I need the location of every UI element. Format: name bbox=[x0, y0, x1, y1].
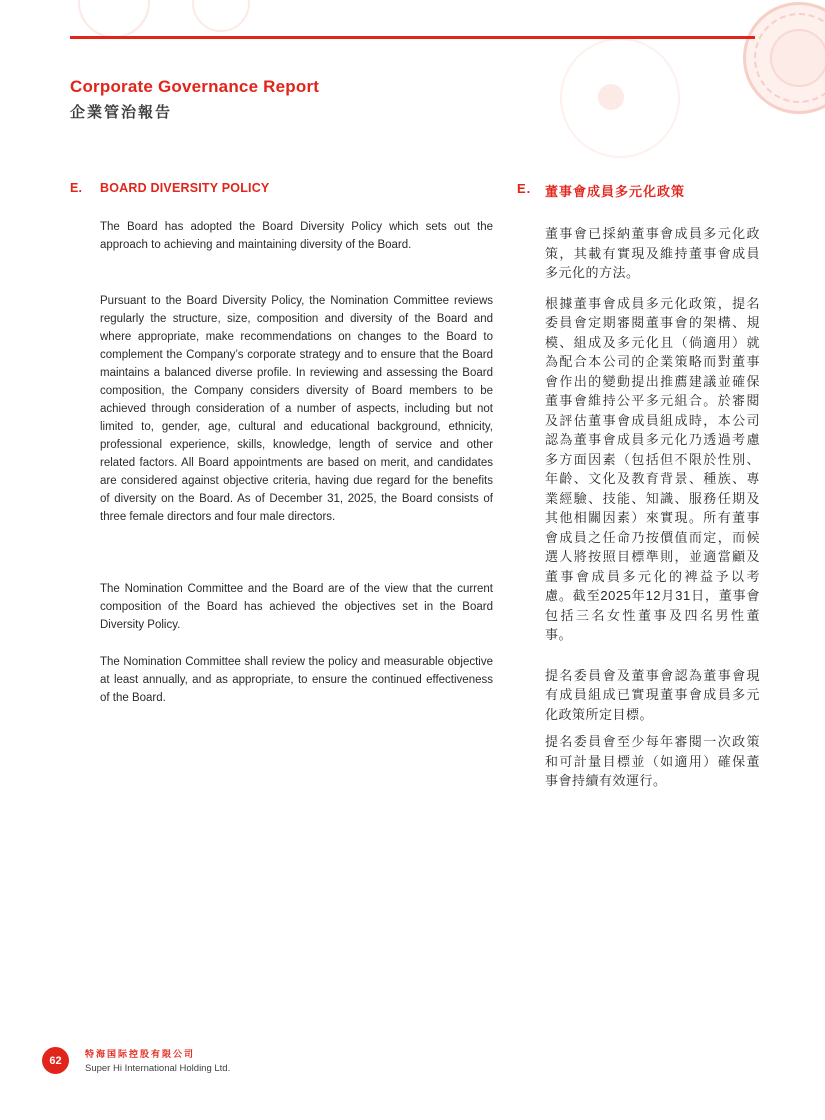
page-title: Corporate Governance Report bbox=[70, 77, 320, 96]
decorative-plate-watermark bbox=[743, 2, 825, 114]
header-rule bbox=[70, 36, 755, 39]
paragraph-zh-2: 根據董事會成員多元化政策，提名委員會定期審閱董事會的架構、規模、組成及多元化且（倘適用）就為配合本公司的企業策略而對董事會作出的變動提出推薦建議並確保董事會維持公平多元組合。於審閱及評估董事會成員組成時，本公司認為董事會成員多元化乃透過考慮多方面因素（包括但不限於性別、年齡、文化及教育背景、種族、專業經驗、技能、知識、服務任期及其他相關因素）來實現。所有董事會成員之任命乃按價值而定，而候選人將按照目標準則，並適當顧及董事會成員多元化的裨益予以考慮。截至2025年12月31日，董事會包括三名女性董事及四名男性董事。 bbox=[545, 295, 760, 642]
chinese-column bbox=[517, 181, 760, 791]
decorative-circle-watermark bbox=[192, 0, 250, 32]
decorative-circle-watermark bbox=[78, 0, 150, 38]
paragraph-en-3: The Nomination Committee and the Board are of the view that the current composition of the Board has achieved the objectives set in the Board Diversity Policy. bbox=[100, 583, 493, 631]
page-footer bbox=[42, 1047, 230, 1074]
paragraph-en-4: The Nomination Committee shall review the policy and measurable objective at least annually, and as appropriate, to ensure the continued effectiveness of the Board. bbox=[100, 656, 493, 704]
paragraph-en-1: The Board has adopted the Board Diversity Policy which sets out the approach to achieving and maintaining diversity of the Board. bbox=[100, 221, 493, 251]
section-heading-zh bbox=[517, 181, 760, 200]
company-block bbox=[85, 1047, 230, 1074]
company-name-chinese: 特海国际控股有限公司 bbox=[85, 1049, 196, 1059]
decorative-swirl-watermark bbox=[560, 38, 680, 158]
page-number: 62 bbox=[49, 1054, 62, 1067]
paragraph-zh-1: 董事會已採納董事會成員多元化政策，其載有實現及維持董事會成員多元化的方法。 bbox=[545, 226, 760, 280]
paragraph-zh-4: 提名委員會至少每年審閱一次政策和可計量目標並（如適用）確保董事會持續有效運行。 bbox=[545, 734, 760, 788]
english-paragraphs bbox=[70, 218, 493, 707]
two-column-content bbox=[70, 181, 760, 791]
section-label-zh: E. bbox=[517, 181, 532, 196]
english-column bbox=[70, 181, 493, 707]
chinese-paragraphs bbox=[517, 224, 760, 791]
page-subtitle-chinese: 企業管治報告 bbox=[70, 104, 173, 121]
company-name-english: Super Hi International Holding Ltd. bbox=[85, 1063, 231, 1074]
section-label-en: E. bbox=[70, 181, 83, 195]
decorative-shrimp-watermark bbox=[598, 84, 624, 110]
page-number-badge bbox=[42, 1047, 69, 1074]
section-heading-en bbox=[70, 181, 493, 195]
paragraph-zh-3: 提名委員會及董事會認為董事會現有成員組成已實現董事會成員多元化政策所定目標。 bbox=[545, 667, 760, 722]
section-title-en: BOARD DIVERSITY POLICY bbox=[100, 181, 270, 195]
paragraph-en-2: Pursuant to the Board Diversity Policy, the Nomination Committee reviews regularly the structure, size, composition and diversity of the Board and where appropriate, make recommendations on changes to the Board to complement the Company’s corporate strategy and to ensure that the Board maintains a balanced diverse profile. In reviewing and assessing the Board composition, the Company considers diversity of Board members to be achieved through consideration of a number of aspects, including but not limited to, gender, age, cultural and educational background, ethnicity, professional experience, skills, knowledge, length of service and other related factors. All Board appointments are based on merit, and candidates are considered against objective criteria, having due regard for the benefits of diversity on the Board. As of December 31, 2025, the Board consists of three female directors and four male directors. bbox=[100, 295, 493, 523]
section-title-zh: 董事會成員多元化政策 bbox=[545, 184, 686, 199]
